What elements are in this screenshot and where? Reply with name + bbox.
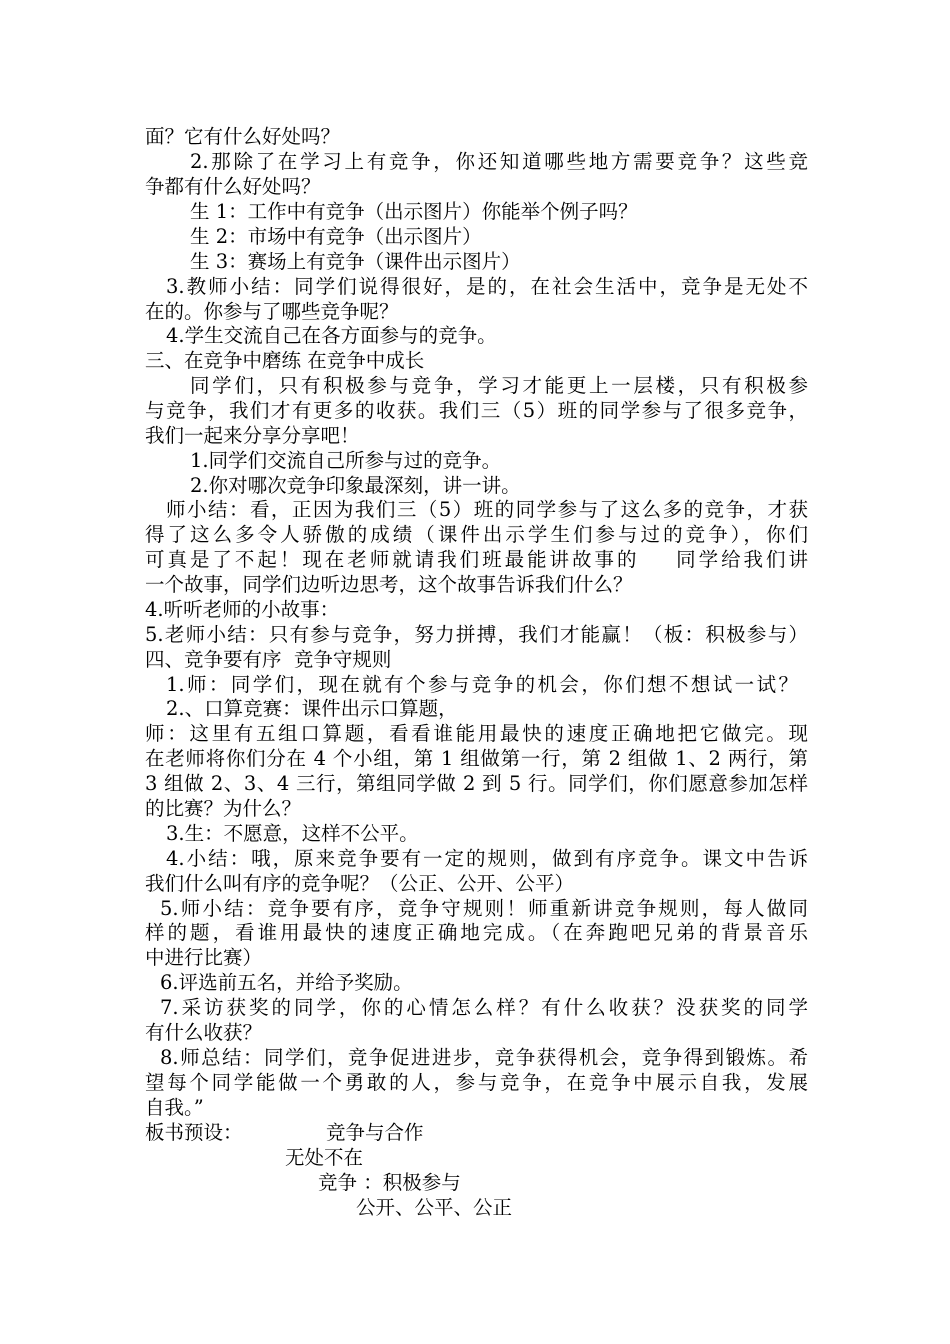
section-heading: 四、竞争要有序 竞争守规则 xyxy=(145,648,392,671)
text-line: 8.师总结：同学们，竞争促进进步，竞争获得机会，竞争得到锻炼。希 xyxy=(160,1046,808,1069)
text-line: 3.生：不愿意，这样不公平。 xyxy=(166,822,419,845)
text-line: 生 3：赛场上有竞争（课件出示图片） xyxy=(190,250,521,273)
text-line: 3 组做 2、3、4 三行，第组同学做 2 到 5 行。同学们，你们愿意参加怎样 xyxy=(145,772,808,795)
text-line: 2.你对哪次竞争印象最深刻，讲一讲。 xyxy=(190,474,521,497)
text-line: 1.同学们交流自己所参与过的竞争。 xyxy=(190,449,502,472)
board-plan-line: 无处不在 xyxy=(285,1146,364,1169)
text-line: 一个故事，同学们边听边思考，这个故事告诉我们什么？ xyxy=(145,573,633,596)
text-line: 在老师将你们分在 4 个小组，第 1 组做第一行，第 2 组做 1、2 两行，第 xyxy=(145,747,808,770)
text-line: 的比赛？为什么？ xyxy=(145,797,302,820)
text-line: 得了这么多令人骄傲的成绩（课件出示学生们参与过的竞争），你们 xyxy=(145,523,808,546)
board-plan-line: 竞争 ：积极参与 xyxy=(318,1171,461,1194)
text-line: 在的。你参与了哪些竞争呢？ xyxy=(145,300,399,323)
text-line: 与竞争，我们才有更多的收获。我们三（5）班的同学参与了很多竞争， xyxy=(145,399,808,422)
text-line: 师小结：看，正因为我们三（5）班的同学参与了这么多的竞争，才获 xyxy=(166,498,808,521)
text-line: 中进行比赛） xyxy=(145,946,263,969)
text-line: 2.那除了在学习上有竞争，你还知道哪些地方需要竞争？这些竞 xyxy=(190,150,808,173)
text-line: 5.师小结：竞争要有序，竞争守规则！师重新讲竞争规则，每人做同 xyxy=(160,897,808,920)
text-line: 3.教师小结：同学们说得很好，是的，在社会生活中，竞争是无处不 xyxy=(166,275,808,298)
text-line: 生 2：市场中有竞争（出示图片） xyxy=(190,225,482,248)
text-line: 7.采访获奖的同学，你的心情怎么样？有什么收获？没获奖的同学 xyxy=(160,996,808,1019)
board-plan-label: 板书预设： xyxy=(145,1121,243,1144)
text-line: 5.老师小结：只有参与竞争，努力拼搏，我们才能赢！（板：积极参与） xyxy=(145,623,808,646)
text-line: 6.评选前五名，并给予奖励。 xyxy=(160,971,413,994)
text-line: 2.、口算竞赛：课件出示口算题， xyxy=(166,697,458,720)
text-line: 样的题，看谁用最快的速度正确地完成。（在奔跑吧兄弟的背景音乐 xyxy=(145,921,808,944)
text-line: 自我。” xyxy=(145,1096,204,1119)
text-line: 有什么收获？ xyxy=(145,1021,263,1044)
text-line: 4.听听老师的小故事： xyxy=(145,598,340,621)
text-line: 4.小结：哦，原来竞争要有一定的规则，做到有序竞争。课文中告诉 xyxy=(166,847,808,870)
section-heading: 三、在竞争中磨练 在竞争中成长 xyxy=(145,349,425,372)
text-line: 我们什么叫有序的竞争呢？（公正、公开、公平） xyxy=(145,872,575,895)
board-plan-line: 公开、公平、公正 xyxy=(356,1196,513,1219)
text-line: 4.学生交流自己在各方面参与的竞争。 xyxy=(166,324,497,347)
text-line: 同学们，只有积极参与竞争，学习才能更上一层楼，只有积极参 xyxy=(190,374,808,397)
text-line: 师：这里有五组口算题，看看谁能用最快的速度正确地把它做完。现 xyxy=(145,722,808,745)
text-line: 生 1：工作中有竞争（出示图片）你能举个例子吗？ xyxy=(190,200,638,223)
board-plan-title: 竞争与合作 xyxy=(326,1121,424,1144)
text-line: 可真是了不起！现在老师就请我们班最能讲故事的 同学给我们讲 xyxy=(145,548,808,571)
text-line: 争都有什么好处吗？ xyxy=(145,175,321,198)
text-line: 1.师：同学们，现在就有个参与竞争的机会，你们想不想试一试？ xyxy=(166,673,798,696)
text-line: 我们一起来分享分享吧！ xyxy=(145,424,360,447)
text-line: 望每个同学能做一个勇敢的人，参与竞争，在竞争中展示自我，发展 xyxy=(145,1071,808,1094)
text-line: 面？它有什么好处吗？ xyxy=(145,125,341,148)
